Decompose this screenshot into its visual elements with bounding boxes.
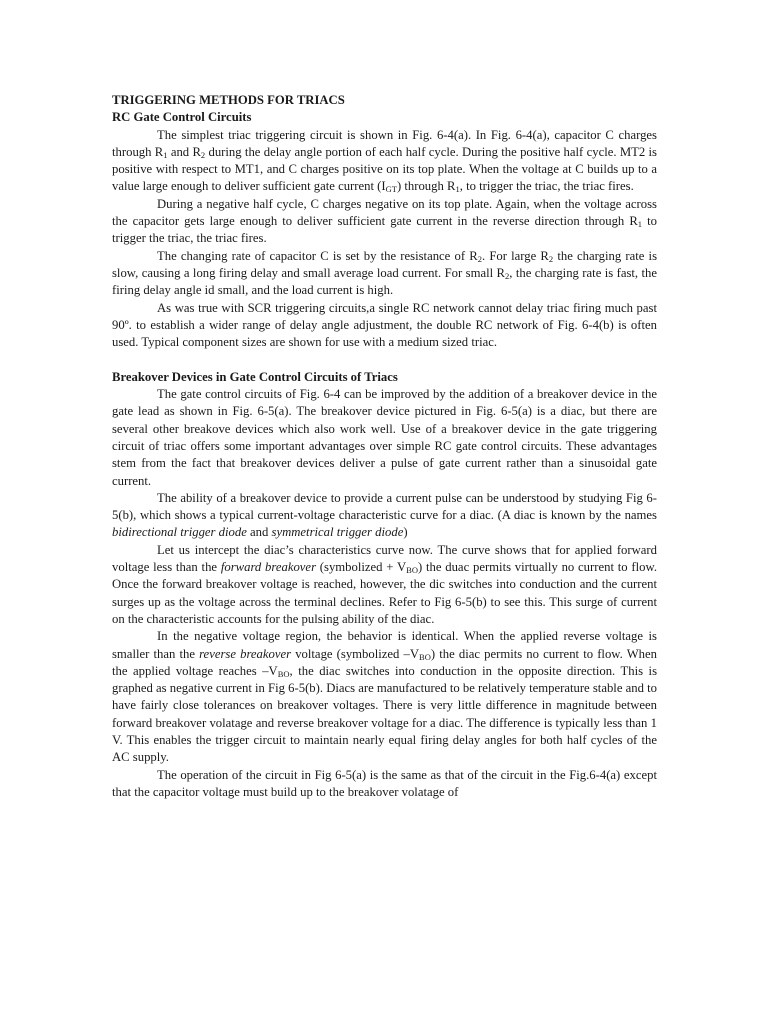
paragraph: The gate control circuits of Fig. 6-4 can be improved by the addition of a breakover device in the gate lead as shown in Fig. 6-5(a). The breakover device pictured in Fig. 6-5(a) is a diac, but there are several other breakove devices which also work well. Use of a breakover device in the gate triggering circuit of triac offers some important advantages over simple RC gate control circuits. These advantages stem from the fact that breakover devices deliver a pulse of gate current rather than a sinusoidal gate current. <box>112 387 657 488</box>
paragraph: As was true with SCR triggering circuits,a single RC network cannot delay triac firing much past 90º. to establish a wider range of delay angle adjustment, the double RC network of Fig. 6-4(b) is often used. Typical component sizes are shown for use with a medium sized triac. <box>112 300 657 350</box>
paragraph: Let us intercept the diac’s characteristics curve now. The curve shows that for applied forward voltage less than the forward breakover (symbolized + $V_{BO}$) the duac permits virtually no current to flow. Once the forward breakover voltage is reached, however, the dic switches into conduction and the current surges up as the voltage across the terminal declines. Refer to Fig 6-5(b) to see this. This surge of current on the characteristic accounts for the pulsing ability of the diac. <box>112 542 657 626</box>
paragraph: During a negative half cycle, C charges negative on its top plate. Again, when the voltage across the capacitor gets large enough to deliver sufficient gate current in the reverse direction through $R_1$ to trigger the triac, the triac fires. <box>112 196 657 246</box>
paragraph-gap <box>112 351 657 368</box>
paragraph: The ability of a breakover device to provide a current pulse can be understood by studying Fig 6-5(b), which shows a typical current-voltage characteristic curve for a diac. (A diac is known by the names bidirectional trigger diode and symmetrical trigger diode) <box>112 490 657 540</box>
paragraph: The simplest triac triggering circuit is shown in Fig. 6-4(a). In Fig. 6-4(a), capacitor C charges through $R_1$ and $R_2$ during the delay angle portion of each half cycle. During the positive half cycle. MT2 is positive with respect to MT1, and C charges positive on its top plate. When the voltage at C builds up to a value large enough to deliver sufficient gate current $(I_{GT})$ through $R_1$, to trigger the triac, the triac fires. <box>112 127 657 195</box>
section-heading-breakover: Breakover Devices in Gate Control Circuits of Triacs <box>112 369 398 384</box>
section-heading-rc: RC Gate Control Circuits <box>112 110 252 125</box>
paragraph: The changing rate of capacitor C is set by the resistance of $R_2$. For large $R_2$ the charging rate is slow, causing a long firing delay and small average load current. For small $R_2$, the charging rate is fast, the firing delay angle id small, and the load current is high. <box>112 248 658 298</box>
paragraph: The operation of the circuit in Fig 6-5(a) is the same as that of the circuit in the Fig.6-4(a) except that the capacitor voltage must build up to the breakover volatage of <box>112 767 657 799</box>
paragraph: In the negative voltage region, the behavior is identical. When the applied reverse voltage is smaller than the reverse breakover voltage (symbolized $-V_{BO}$) the diac permits no current to flow. When the applied voltage reaches $-V_{BO}$, the diac switches into conduction in the opposite direction. This is graphed as negative current in Fig 6-5(b). Diacs are manufactured to be relatively temperature stable and to have fairly close tolerances on breakover voltages. There is very little difference in magnitude between forward breakover volatage and reverse breakover voltage for a diac. The difference is typically less than 1 V. This enables the trigger circuit to maintain nearly equal firing delay angles for both half cycles of the AC supply. <box>112 629 658 765</box>
document-body <box>112 92 657 801</box>
document-title: TRIGGERING METHODS FOR TRIACS <box>112 93 345 107</box>
